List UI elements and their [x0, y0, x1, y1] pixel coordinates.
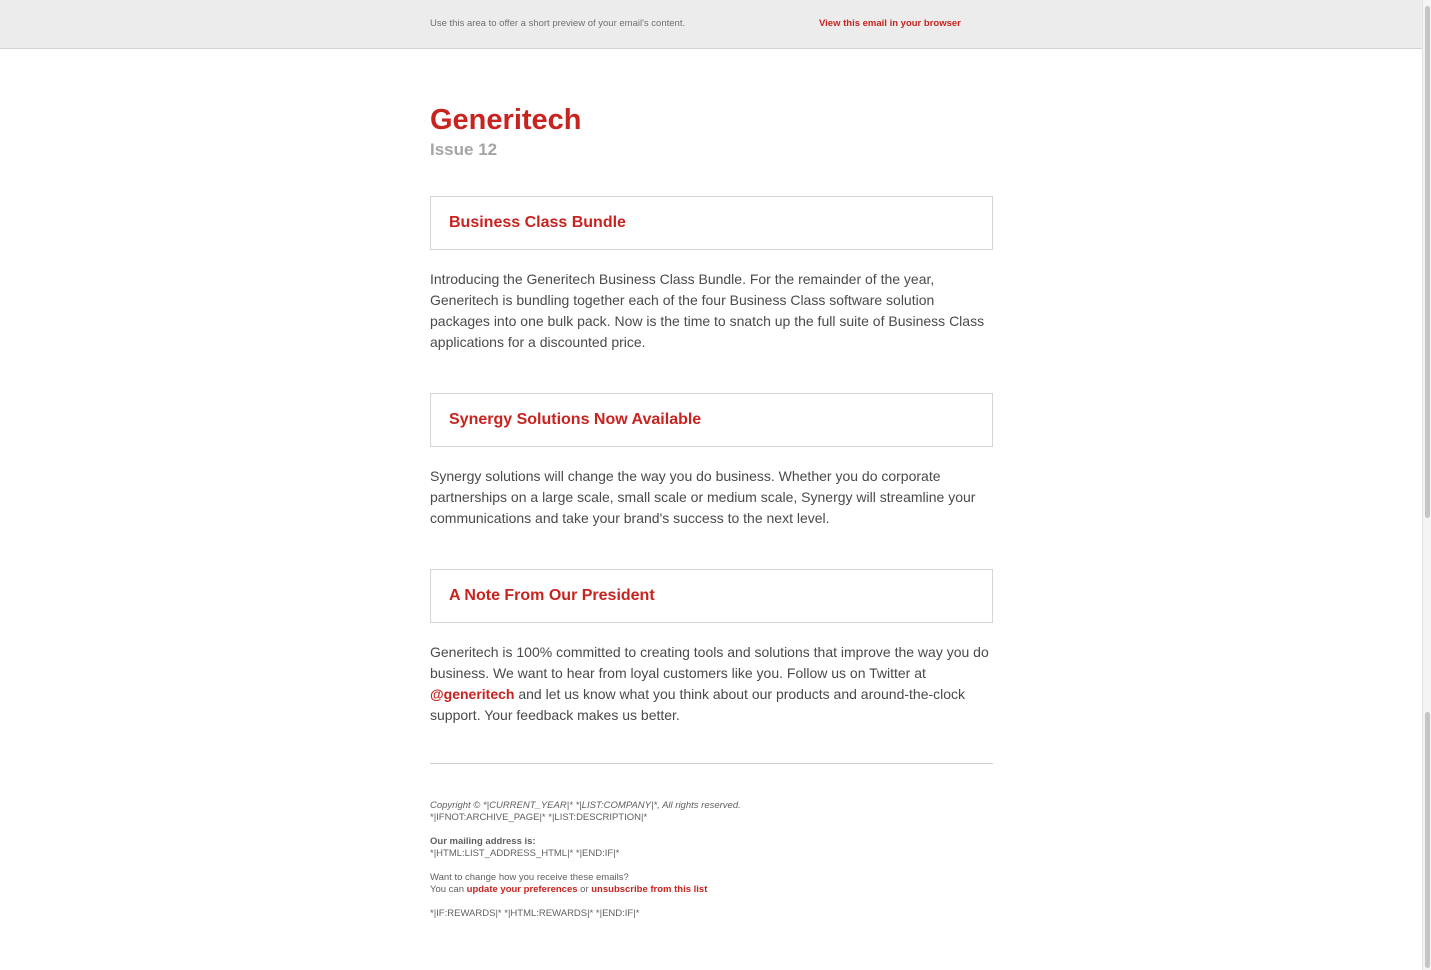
scrollbar-thumb[interactable] [1425, 6, 1430, 518]
preheader-inner [430, 0, 993, 48]
change-emails-question: Want to change how you receive these emails? [430, 871, 629, 883]
issue-number: Issue 12 [430, 140, 498, 159]
mailing-address-value: *|HTML:LIST_ADDRESS_HTML|* *|END:IF|* [430, 847, 620, 859]
brand-title: Generitech [430, 104, 582, 136]
email-content [430, 96, 993, 920]
twitter-handle-link[interactable]: @generitech [430, 685, 515, 702]
scrollbar[interactable] [1422, 0, 1431, 970]
body-text-before: Generitech is 100% committed to creating tools and solutions that improve the way you do business. We want to hear from loyal customers like you. Follow us on Twitter at [430, 643, 989, 681]
update-preferences-link[interactable]: update your preferences [466, 883, 578, 895]
you-can-text: You can [430, 883, 467, 895]
preheader-bar [0, 0, 1423, 49]
view-in-browser-link[interactable]: View this email in your browser [819, 18, 961, 29]
section-heading-box [430, 393, 993, 447]
mailing-address-label: Our mailing address is: [430, 835, 536, 847]
copyright-text: Copyright © *|CURRENT_YEAR|* *|LIST:COMPANY|*, All rights reserved. [430, 799, 741, 811]
section-heading-box [430, 196, 993, 250]
section-body [430, 642, 993, 726]
scrollbar-thumb-lower[interactable] [1425, 712, 1430, 968]
section-heading-box [430, 569, 993, 623]
preview-text: Use this area to offer a short preview of your email's content. [430, 18, 686, 29]
archive-description: *|IFNOT:ARCHIVE_PAGE|* *|LIST:DESCRIPTION|* [430, 811, 648, 823]
section-body: Synergy solutions will change the way you do business. Whether you do corporate partnerships on a large scale, small scale or medium scale, Synergy will streamline your communications and take your brand's success to the next level. [430, 467, 976, 526]
section-title: Business Class Bundle [449, 213, 626, 231]
or-text: or [577, 883, 592, 895]
body-text-after: and let us know what you think about our products and around-the-clock support. Your feedback makes us better. [430, 685, 966, 723]
unsubscribe-link[interactable]: unsubscribe from this list [591, 883, 708, 895]
preferences-line [430, 884, 993, 896]
section-title: A Note From Our President [449, 586, 655, 604]
section-title: Synergy Solutions Now Available [449, 410, 702, 428]
rewards-merge-tag: *|IF:REWARDS|* *|HTML:REWARDS|* *|END:IF|* [430, 907, 640, 919]
footer [430, 800, 993, 920]
section-body: Introducing the Generitech Business Class Bundle. For the remainder of the year, Generitech is bundling together each of the four Business Class software solution packages into one bulk pack. Now is the time to snatch up the full suite of Business Class applications for a discounted price. [430, 270, 985, 350]
